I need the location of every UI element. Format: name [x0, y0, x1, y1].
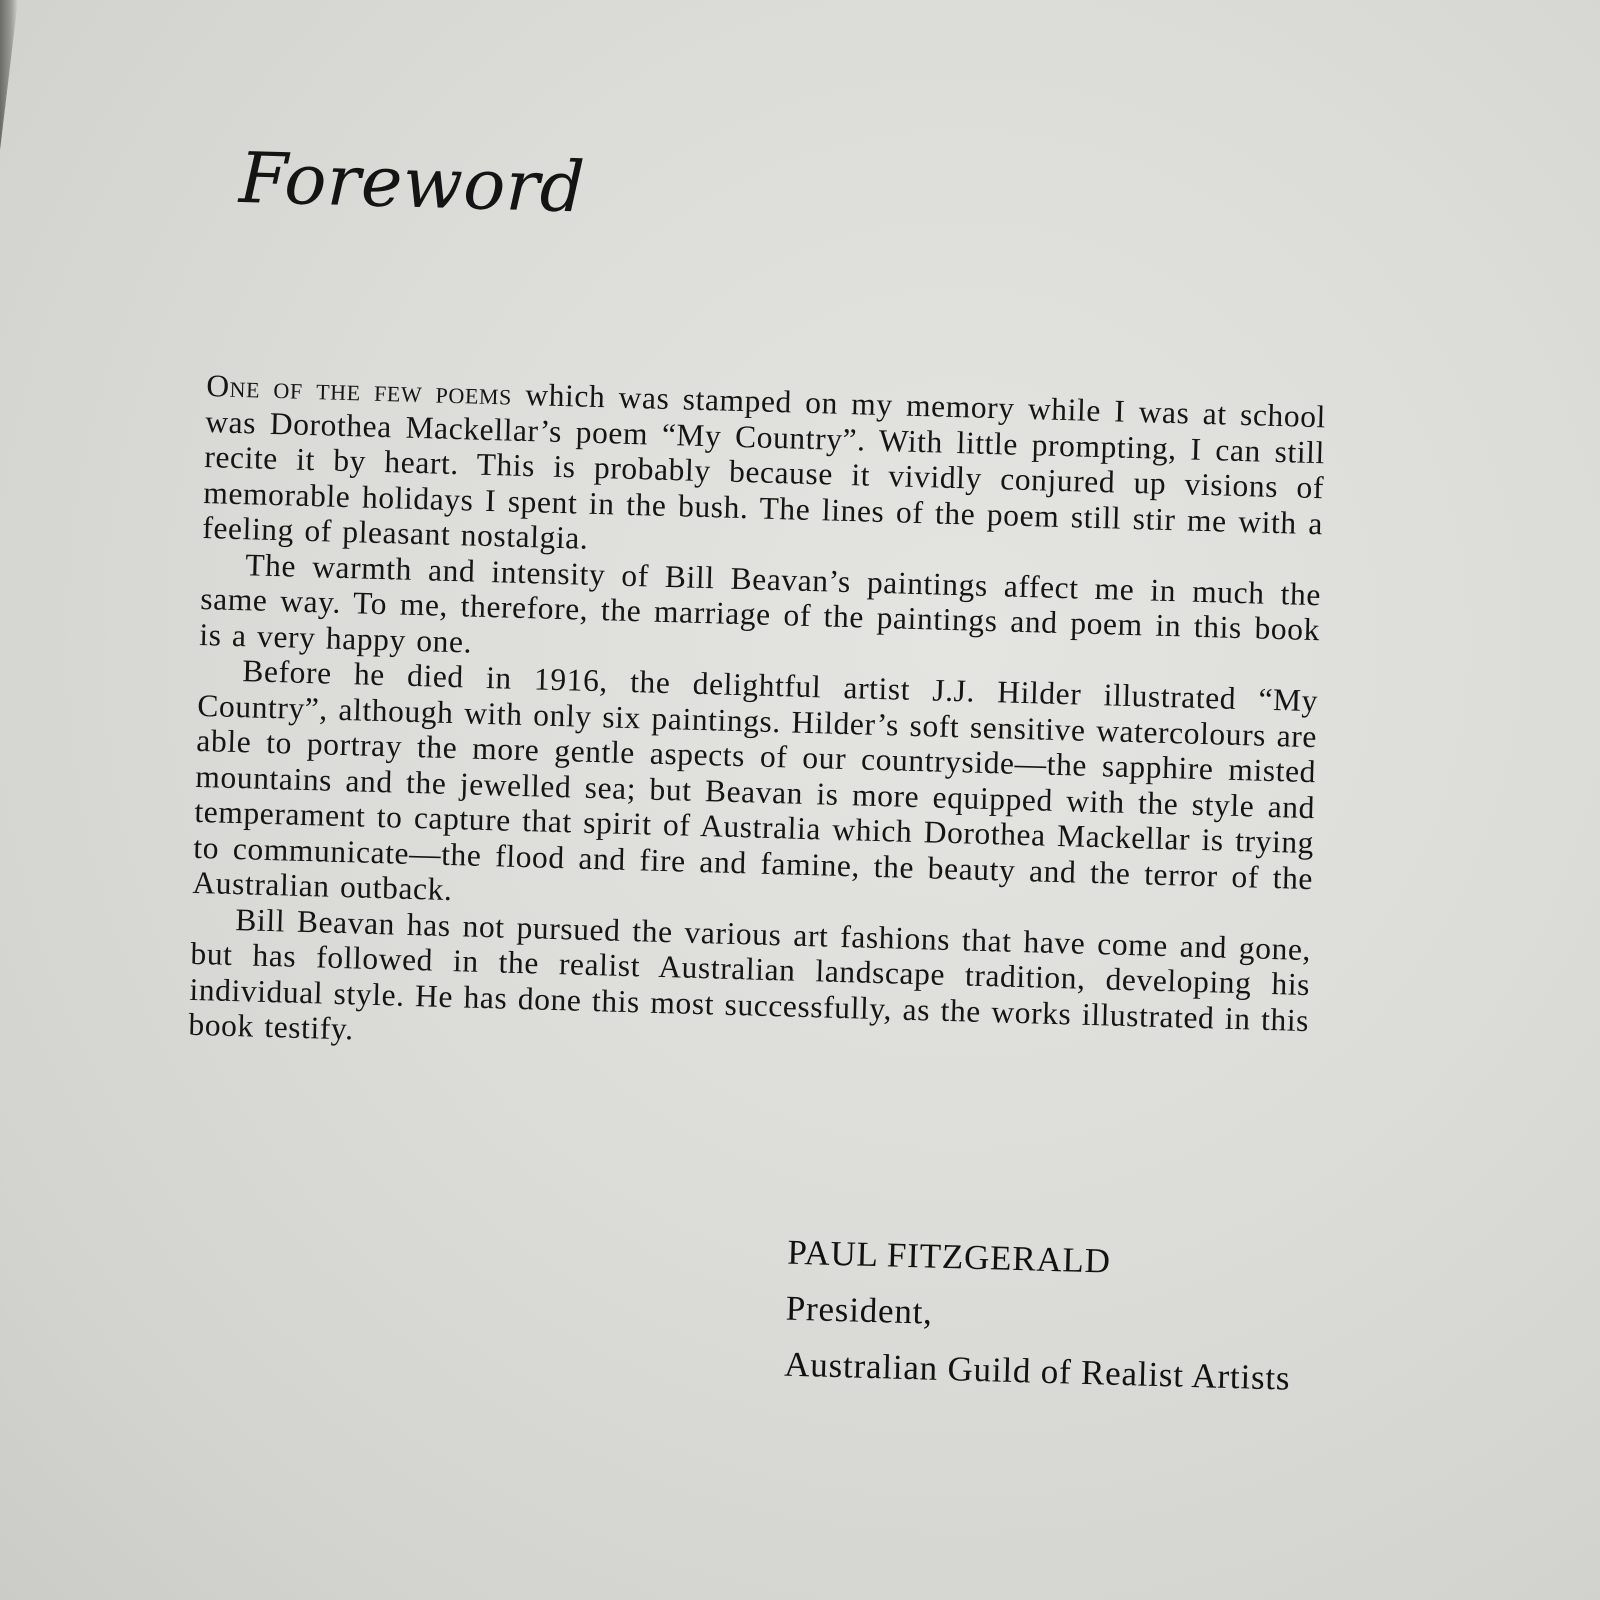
paragraph-text: The warmth and intensity of Bill Beavan’s paintings affect me in much the same way. To me, therefore, the marriage of the paintings and poem in this book is a very happy one. [198, 546, 1322, 660]
page-title: Foreword [238, 136, 587, 229]
paragraph-text: Before he died in 1916, the delightful artist J.J. Hilder illustrated “My Country”, although with only six paintings. Hilder’s soft sensitive watercolours are able to portray the more gentle aspects of our countryside—the sapphire misted mountains and the jewelled sea; but Beavan is more equipped with the style and temperament to capture that spirit of Australia which Dorothea Mackellar is trying to communicate—the flood and fire and famine, the beauty and the terror of the Australian outback. [192, 653, 1319, 908]
paragraph-3 [192, 652, 1319, 932]
signature-block [783, 1225, 1294, 1407]
paragraph-4 [188, 900, 1312, 1073]
paragraph-text: Bill Beavan has not pursued the various art fashions that have come and gone, but has followed in the realist Australian landscape tradition, developing his individual style. He has done this most successfully, as the works illustrated in this book testify. [188, 901, 1312, 1047]
paragraph-lead-in: One of the few poems [205, 368, 513, 412]
foreword-body [188, 368, 1326, 1074]
signature-organization: Australian Guild of Realist Artists [783, 1344, 1291, 1398]
book-binding-shadow [0, 0, 18, 150]
paragraph-1 [202, 368, 1327, 577]
signature-role: President, [785, 1288, 934, 1332]
paragraph-text: which was stamped on my memory while I was at school was Dorothea Mackellar’s poem “My Country”. With little prompting, I can still recite it by heart. This is probably because it vividly conjured up visions of memorable holidays I spent in the bush. The lines of the poem still stir me with a feeling of pleasant nostalgia. [201, 376, 1327, 556]
signature-name: PAUL FITZGERALD [786, 1232, 1112, 1281]
